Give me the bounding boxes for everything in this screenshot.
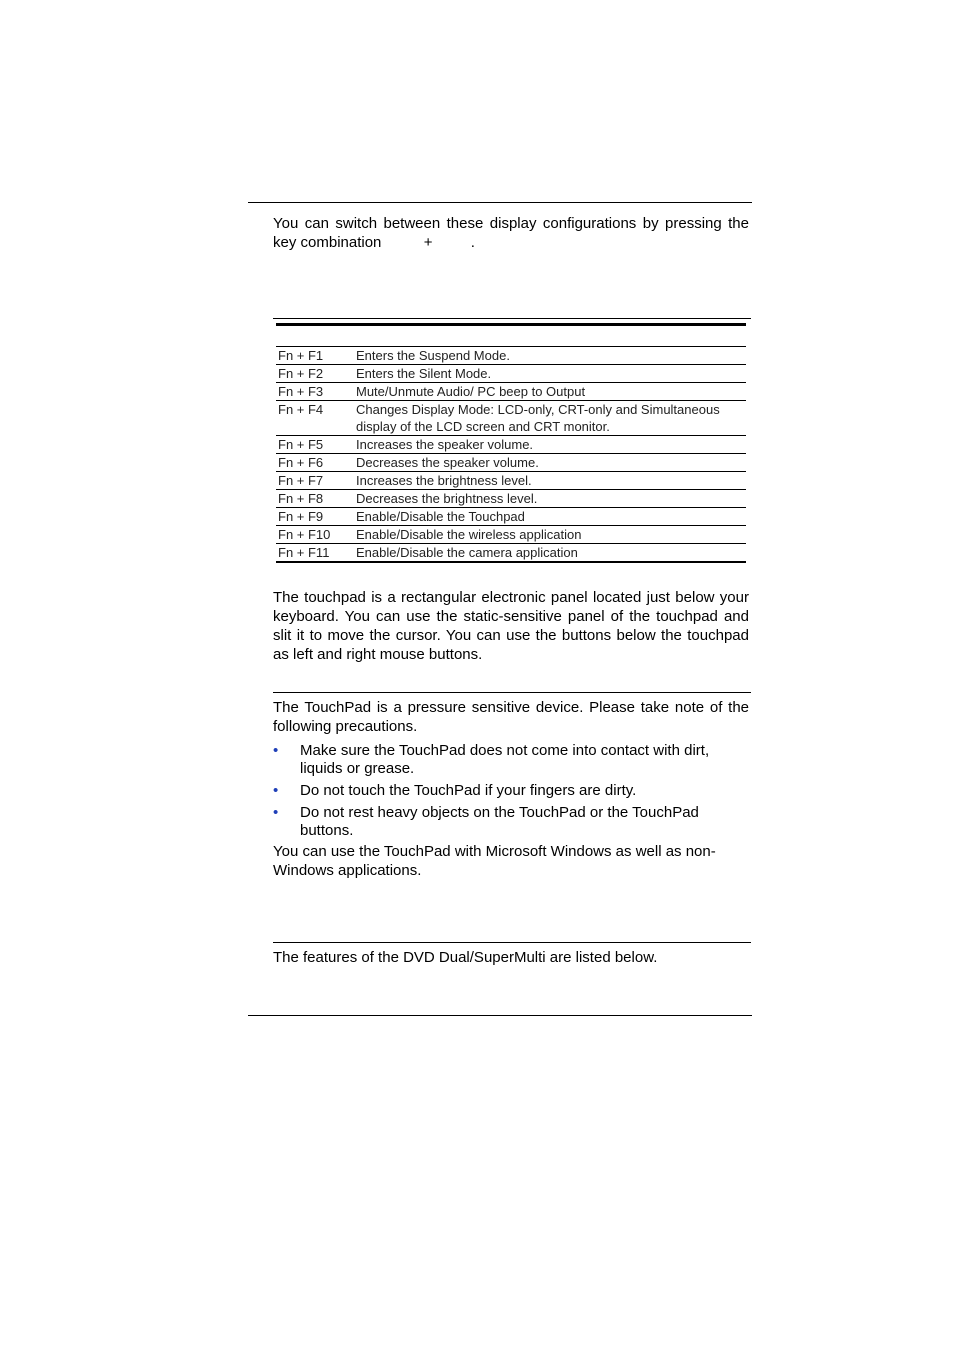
- hotkey-description: Increases the speaker volume.: [354, 436, 746, 454]
- hotkey-key: Fn + F8: [276, 490, 354, 508]
- hotkey-description: Mute/Unmute Audio/ PC beep to Output: [354, 383, 746, 401]
- hotkey-key: Fn + F7: [276, 472, 354, 490]
- bullet-icon: •: [273, 742, 279, 759]
- bullet-icon: •: [273, 804, 279, 821]
- hotkey-key: Fn + F9: [276, 508, 354, 526]
- display-switch-text: You can switch between these display configurations by pressing the key combination: [273, 215, 749, 251]
- hotkey-row: [276, 526, 746, 544]
- hotkey-key: Fn + F3: [276, 383, 354, 401]
- precaution-item: [273, 742, 749, 778]
- hotkey-row: [276, 383, 746, 401]
- hotkey-row: [276, 436, 746, 454]
- dvd-rule: [273, 942, 751, 943]
- hotkey-description: Enable/Disable the wireless application: [354, 526, 746, 544]
- sentence-end: .: [470, 234, 475, 251]
- precaution-text: Do not rest heavy objects on the TouchPad or the TouchPad buttons.: [300, 804, 699, 839]
- hotkey-key: Fn + F5: [276, 436, 354, 454]
- hotkey-row: [276, 454, 746, 472]
- touchpad-description: The touchpad is a rectangular electronic panel located just below your keyboard. You can use the static-sensitive panel of the touchpad and slit it to move the cursor. You can use the buttons below the touchpad as left and right mouse buttons.: [273, 589, 749, 663]
- hotkey-key: Fn + F1: [276, 347, 354, 365]
- table-top-rule-thin: [273, 318, 751, 319]
- hotkey-key: Fn + F10: [276, 526, 354, 544]
- hotkey-key: Fn + F4: [276, 401, 354, 436]
- hotkey-row: [276, 508, 746, 526]
- hotkey-row: [276, 472, 746, 490]
- footer-rule: [248, 1015, 752, 1016]
- hotkey-row: [276, 365, 746, 383]
- precaution-text: Do not touch the TouchPad if your fingers are dirty.: [300, 782, 637, 799]
- hotkey-description: Decreases the brightness level.: [354, 490, 746, 508]
- hotkey-table: [276, 347, 746, 563]
- hotkey-description: Enters the Suspend Mode.: [354, 347, 746, 365]
- bullet-icon: •: [273, 782, 279, 799]
- hotkey-description: Enters the Silent Mode.: [354, 365, 746, 383]
- hotkey-row: [276, 544, 746, 563]
- touchpad-usage: You can use the TouchPad with Microsoft Windows as well as non-Windows applications.: [273, 843, 716, 879]
- precaution-text: Make sure the TouchPad does not come into contact with dirt, liquids or grease.: [300, 742, 710, 777]
- hotkey-description: Enable/Disable the camera application: [354, 544, 746, 563]
- hotkey-key: Fn + F6: [276, 454, 354, 472]
- hotkey-key: Fn + F11: [276, 544, 354, 563]
- hotkey-description: Decreases the speaker volume.: [354, 454, 746, 472]
- hotkey-description: Increases the brightness level.: [354, 472, 746, 490]
- note-rule: [273, 692, 751, 693]
- touchpad-note: The TouchPad is a pressure sensitive device. Please take note of the following precautions.: [273, 699, 749, 735]
- precaution-item: [273, 782, 749, 800]
- header-rule: [248, 202, 752, 203]
- hotkey-row: [276, 490, 746, 508]
- hotkey-description: Enable/Disable the Touchpad: [354, 508, 746, 526]
- precaution-item: [273, 804, 749, 840]
- display-switch-paragraph: [273, 214, 749, 252]
- table-top-rule-thick: [276, 323, 746, 326]
- hotkey-key: Fn + F2: [276, 365, 354, 383]
- hotkey-description: Changes Display Mode: LCD-only, CRT-only and Simultaneous display of the LCD screen and CRT monitor.: [354, 401, 746, 436]
- plus-sign: +: [423, 234, 433, 251]
- hotkey-row: [276, 347, 746, 365]
- precautions-list: [273, 742, 749, 844]
- dvd-intro: The features of the DVD Dual/SuperMulti are listed below.: [273, 949, 658, 966]
- hotkey-row: [276, 401, 746, 436]
